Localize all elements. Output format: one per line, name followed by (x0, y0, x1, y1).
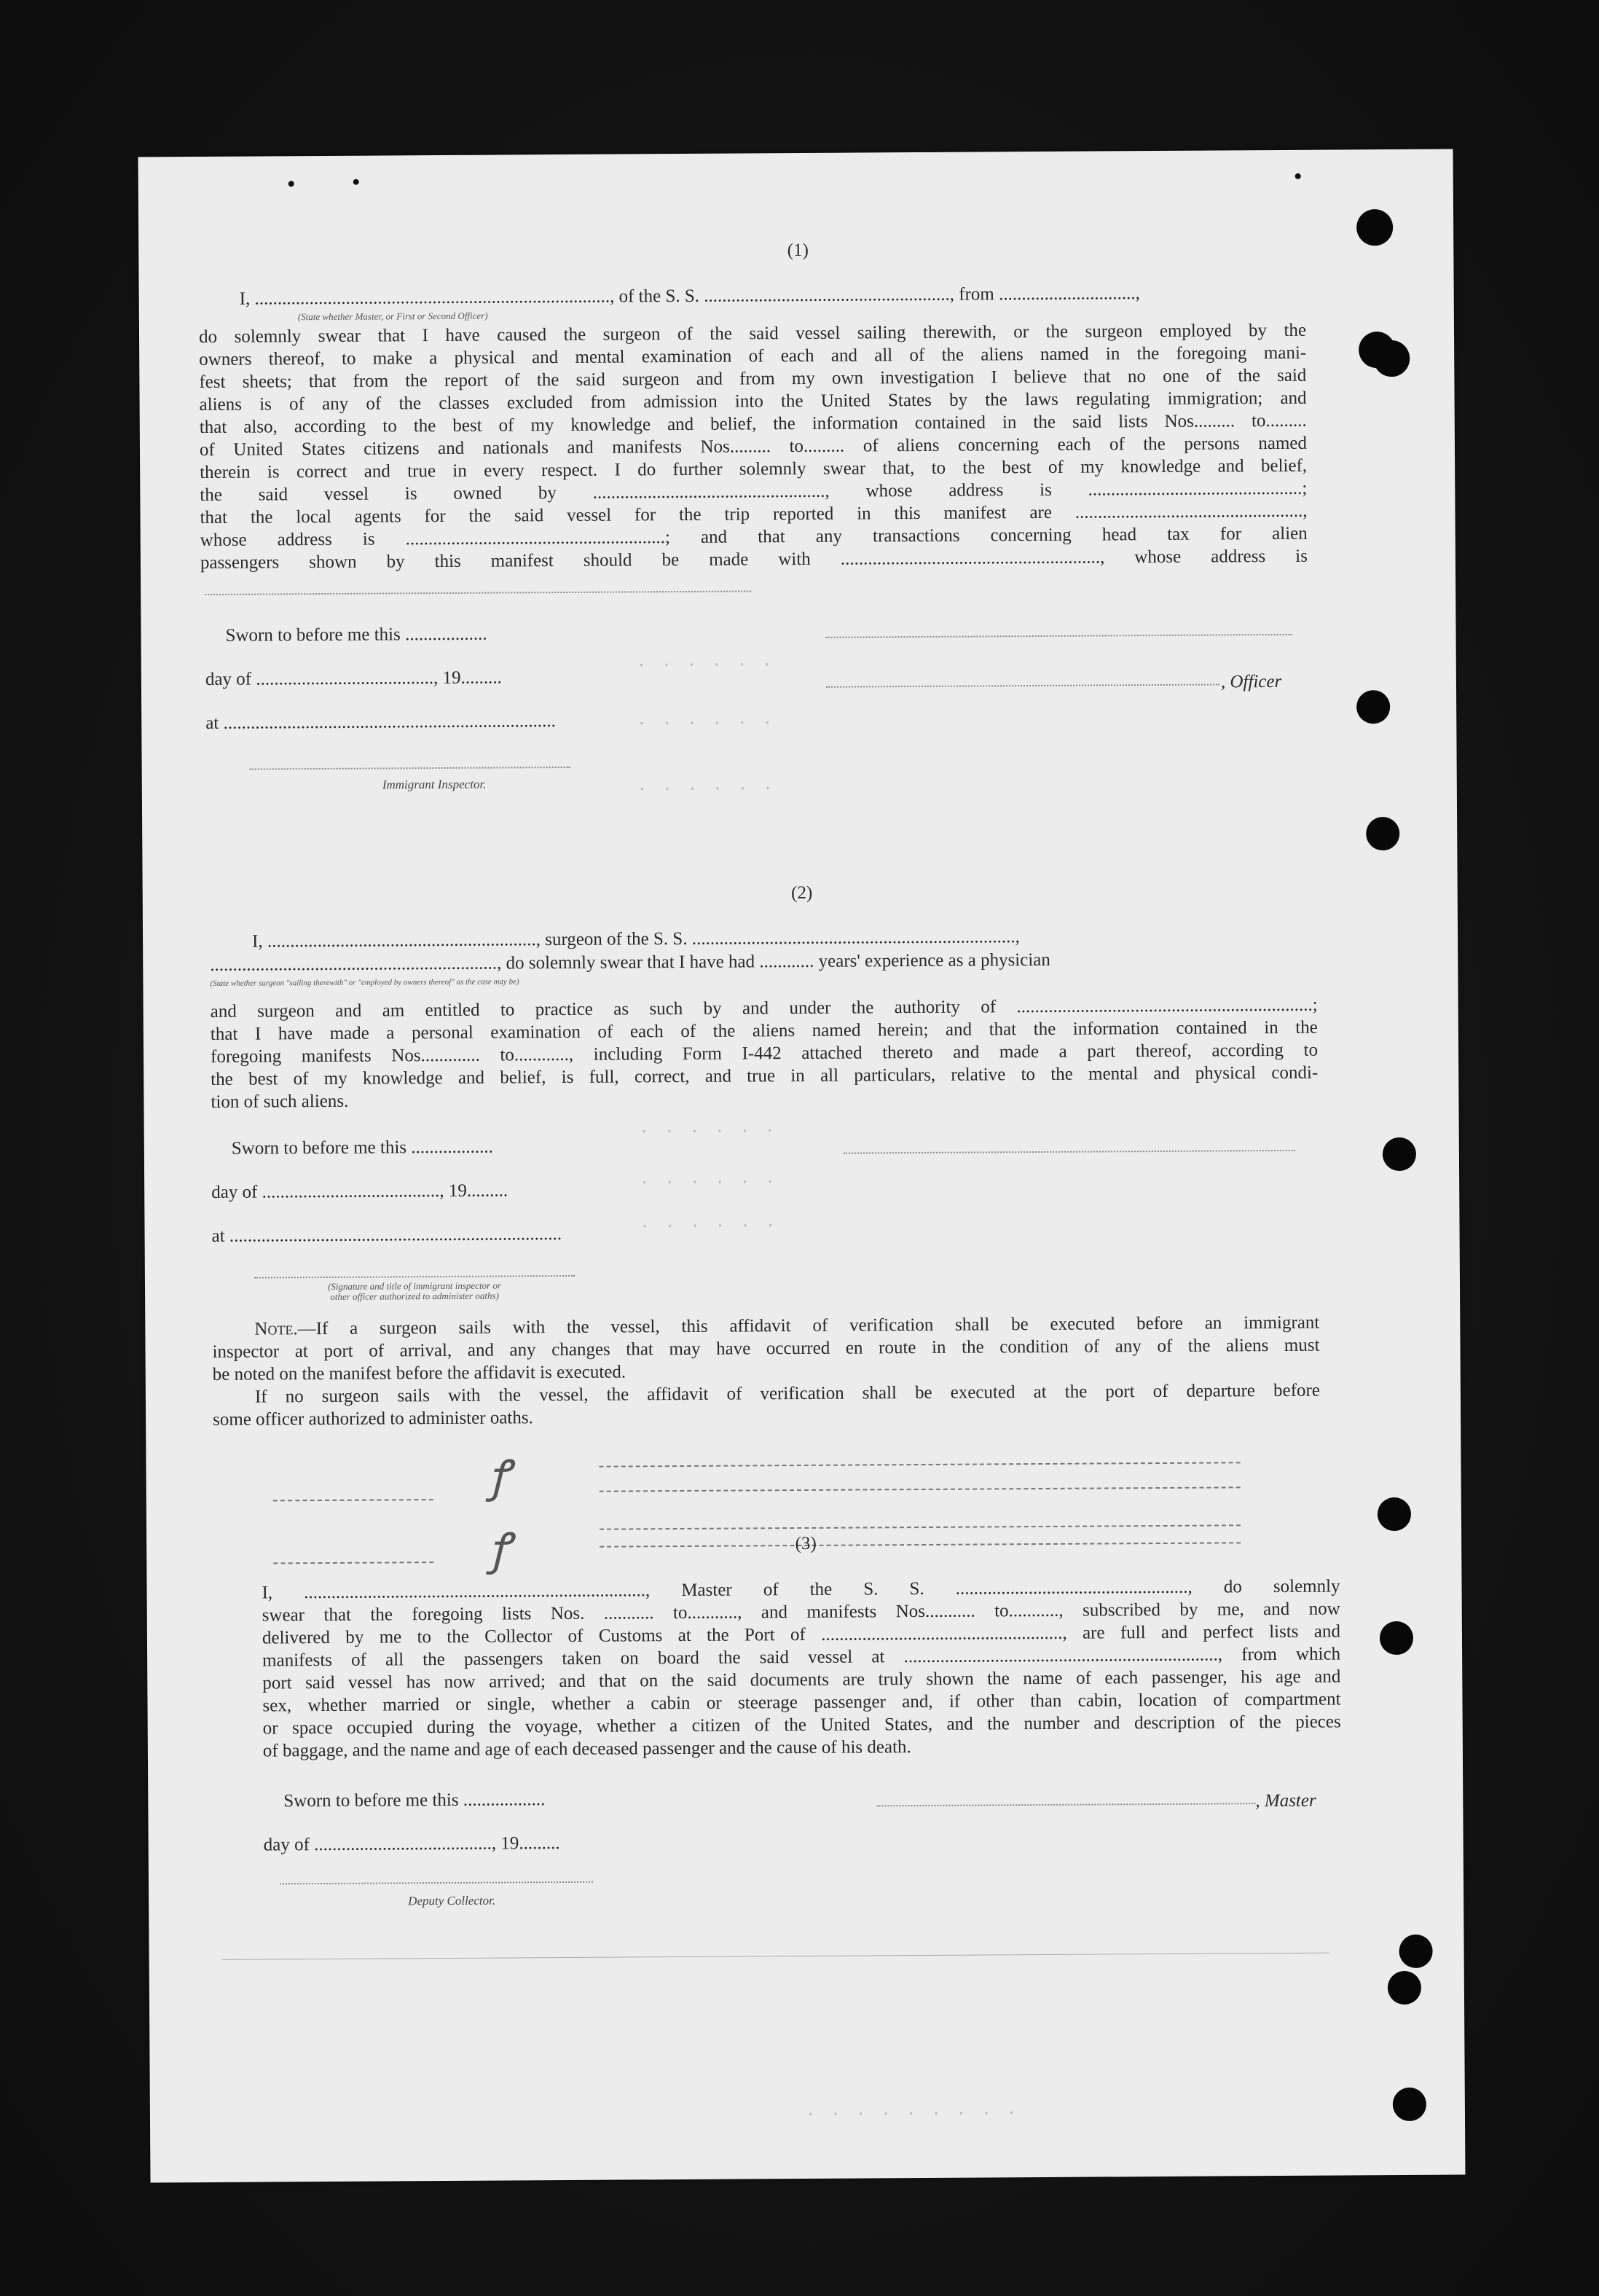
section-1-at: at ......................................................................... (205, 711, 556, 733)
stamp-residue-line (600, 1524, 1241, 1529)
oath-line: owners thereof, to make a physical and mental examination of each and all of the aliens named in the foregoing mani- (199, 342, 1307, 370)
inspector-signature-line (250, 767, 570, 770)
master-signature-line (876, 1803, 1255, 1806)
manifest-affidavit-page (138, 149, 1466, 2183)
oath-line: that also, according to the best of my knowledge and belief, the information contained in the said lists Nos......... to......... (199, 410, 1307, 438)
oath-line: aliens is of any of the classes excluded from admission into the United States by the laws regulating immigration; and (199, 388, 1307, 415)
section-2-opening-line: I, ..........................................................., surgeon of the S. S. ......................................................................., (252, 927, 1020, 952)
section-2-sworn: Sworn to before me this .................. (231, 1137, 493, 1159)
master-label: , Master (1255, 1790, 1316, 1811)
oath-line: swear that the foregoing lists Nos. ........... to..........., and manifests Nos........... to..........., subscribed by me, and now (262, 1599, 1340, 1626)
immigrant-inspector-caption: Immigrant Inspector. (382, 777, 487, 792)
oath-line: of United States citizens and nationals and manifests Nos......... to......... of aliens concerning each of the persons named (199, 433, 1308, 461)
punch-hole (1399, 1935, 1432, 1968)
oath-line: the said vessel is owned by ..................................................., whose address is ...............................................; (200, 478, 1308, 506)
oath-line: passengers shown by this manifest should be made with ........................................................., whose address is (200, 546, 1308, 573)
officer-label: , Officer (1220, 671, 1282, 692)
bleed-through-marks: · · · · · · · · · (805, 2104, 1020, 2124)
section-3-number: (3) (795, 1533, 817, 1554)
handwritten-mark: ꝭ (488, 1452, 510, 1501)
administering-officer-signature-line (254, 1275, 575, 1279)
punch-hole (1378, 1497, 1411, 1531)
stamp-residue-line (273, 1562, 433, 1564)
section-2-oath-paragraph (211, 994, 1319, 1113)
section-1-master-hint: (State whether Master, or First or Second Officer) (297, 310, 488, 323)
section-1-opening-line: I, .............................................................................., of the S. S. ......................................................, from .............................., (239, 283, 1140, 309)
surgeon-signature-line (844, 1150, 1295, 1154)
oath-line: that the local agents for the said vessel for the trip reported in this manifest are .................................................., (200, 501, 1308, 528)
section-3-sworn: Sworn to before me this .................. (283, 1790, 546, 1811)
deputy-collector-caption: Deputy Collector. (408, 1893, 496, 1908)
page-bottom-rule (222, 1953, 1329, 1960)
punch-hole (1388, 1971, 1421, 2005)
oath-line-last: tion of such aliens. (211, 1091, 349, 1112)
oath-line: and surgeon and am entitled to practice as such by and under the authority of .................................................................; (210, 995, 1318, 1022)
section-2-number: (2) (791, 882, 813, 904)
oath-line: do solemnly swear that I have caused the surgeon of the said vessel sailing therewith, or the surgeon employed by the (198, 320, 1307, 348)
deputy-collector-signature-line (280, 1881, 593, 1885)
signature-caption-1: (Signature and title of immigrant inspector or (328, 1280, 501, 1292)
oath-line: port said vessel has now arrived; and that on the said documents are truly shown the name of each passenger, his age and (262, 1666, 1341, 1693)
note-line-last: be noted on the manifest before the affidavit is executed. (212, 1362, 626, 1384)
oath-line: sex, whether married or single, whether a cabin or steerage passenger and, if other than cabin, location of compartment (262, 1689, 1341, 1716)
oath-line: that I have made a personal examination of each of the aliens named herein; and that the information contained in the (210, 1017, 1318, 1044)
bleed-through-marks: · · · · · · (637, 780, 776, 799)
paper-speck (288, 181, 294, 187)
section-2-surgeon-hint: (State whether surgeon "sailing therewith" or "employed by owners thereof" as the case may be) (210, 977, 519, 988)
oath-line: therein is correct and true in every respect. I do further solemnly swear that, to the best of my knowledge and belief, (200, 455, 1308, 483)
section-1-oath-paragraph (199, 319, 1308, 574)
oath-line-last: of baggage, and the name and age of each deceased passenger and the cause of his death. (262, 1737, 911, 1761)
section-1-sworn: Sworn to before me this .................. (225, 624, 487, 646)
bleed-through-marks: · · · · · · (640, 1217, 779, 1237)
oath-line: I, ..........................................................................., Master of the S. S. ..................................................., do solemnly (262, 1576, 1340, 1603)
stamp-residue-line (273, 1499, 433, 1501)
paper-speck (353, 179, 359, 185)
punch-hole (1380, 1621, 1413, 1655)
oath-line: or space occupied during the voyage, whether a citizen of the United States, and the number and description of the pieces (262, 1712, 1341, 1739)
note2-line: If no surgeon sails with the vessel, the affidavit of verification shall be executed at the port of departure before (254, 1380, 1320, 1407)
section-2-experience-line: ..............................................................., do solemnly swear that I have had ............ years' experience as a physician (210, 949, 1050, 975)
bleed-through-marks: · · · · · · (639, 1122, 778, 1142)
punch-hole (1366, 817, 1399, 850)
oath-line: manifests of all the passengers taken on board the said vessel at ....................................................................., from which (262, 1644, 1341, 1671)
stamp-residue-line (600, 1486, 1241, 1492)
signature-caption-2: other officer authorized to administer oaths) (330, 1290, 499, 1302)
address-continuation-line (205, 590, 751, 595)
oath-line: delivered by me to the Collector of Customs at the Port of ....................................................., are full and perfect lists and (262, 1621, 1340, 1648)
punch-hole (1383, 1137, 1416, 1171)
section-2-day: day of ......................................., 19......... (211, 1180, 508, 1202)
oath-line: whose address is .........................................................; and that any transactions concerning head tax for alien (200, 523, 1308, 551)
oath-line: foregoing manifests Nos............. to............, including Form I-442 attached thereto and made a part thereof, according to (210, 1040, 1319, 1067)
punch-hole (1393, 2088, 1426, 2121)
section-2-at: at ......................................................................... (211, 1224, 562, 1246)
note-paragraph (212, 1312, 1320, 1431)
section-1-day: day of ......................................., 19......... (205, 667, 502, 689)
bleed-through-marks: · · · · · · (640, 1173, 778, 1193)
note2-line-last: some officer authorized to administer oaths. (213, 1408, 533, 1430)
paper-speck (1295, 173, 1301, 179)
bleed-through-marks: · · · · · · (637, 714, 776, 734)
section-3-oath-paragraph (262, 1575, 1340, 1762)
oath-line: fest sheets; that from the report of the said surgeon and from my own investigation I believe that no one of the said (199, 365, 1307, 393)
officer-signature-line-2 (826, 683, 1219, 687)
punch-hole (1356, 690, 1390, 724)
handwritten-mark: ꝭ (489, 1525, 510, 1574)
punch-hole (1373, 340, 1410, 377)
bleed-through-marks: · · · · · · (636, 656, 775, 675)
note-label: Note. (254, 1319, 298, 1339)
note-line: inspector at port of arrival, and any changes that may have occurred en route in the condition of any of the aliens must (212, 1335, 1320, 1362)
section-1-number: (1) (787, 240, 809, 261)
officer-signature-line (826, 634, 1292, 638)
stamp-residue-line (600, 1462, 1241, 1467)
section-3-day: day of ......................................., 19......... (263, 1833, 560, 1855)
note-text: —If a surgeon sails with the vessel, this affidavit of verification shall be executed before an immigrant (297, 1312, 1320, 1339)
oath-line: the best of my knowledge and belief, is full, correct, and true in all particulars, relative to the mental and physical condi- (211, 1062, 1319, 1089)
